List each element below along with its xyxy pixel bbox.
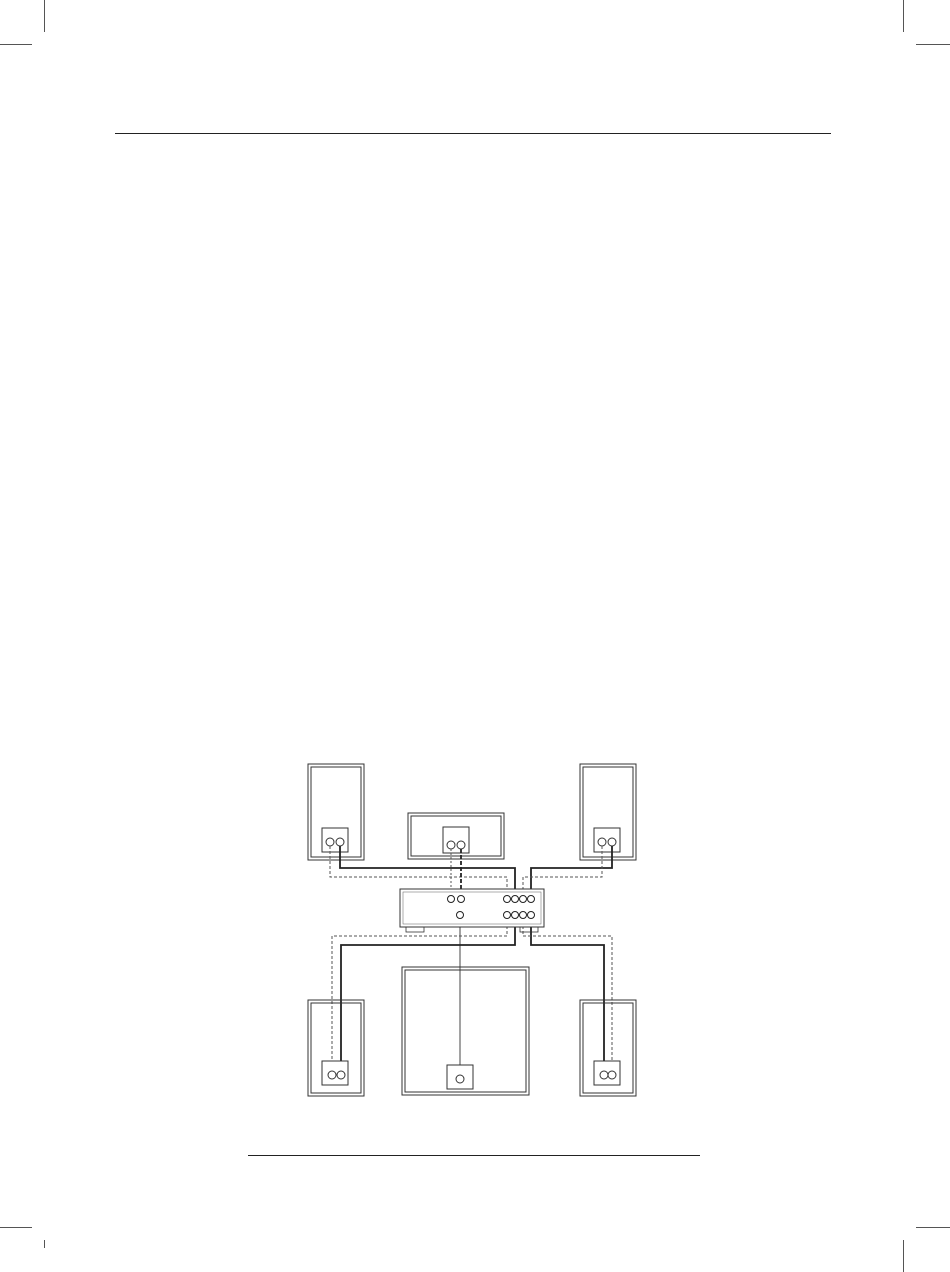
crop-mark [916,44,950,45]
crop-mark [0,44,32,45]
caption-rule [248,1155,700,1156]
connection-diagram [270,735,690,1120]
subwoofer-cabinet [402,967,529,1095]
av-receiver [400,889,544,932]
crop-mark [916,1227,950,1228]
crop-mark [44,0,45,32]
surround-right-speaker [308,1000,364,1096]
crop-mark [44,1240,45,1248]
surround-left-speaker [580,1000,636,1096]
crop-mark [0,1227,32,1228]
center-speaker [408,813,504,859]
front-left-speaker [580,764,636,860]
crop-mark [903,1240,904,1272]
header-rule [115,133,831,134]
front-right-speaker [308,764,364,860]
crop-mark [903,0,904,32]
speaker-wires [330,846,612,1075]
